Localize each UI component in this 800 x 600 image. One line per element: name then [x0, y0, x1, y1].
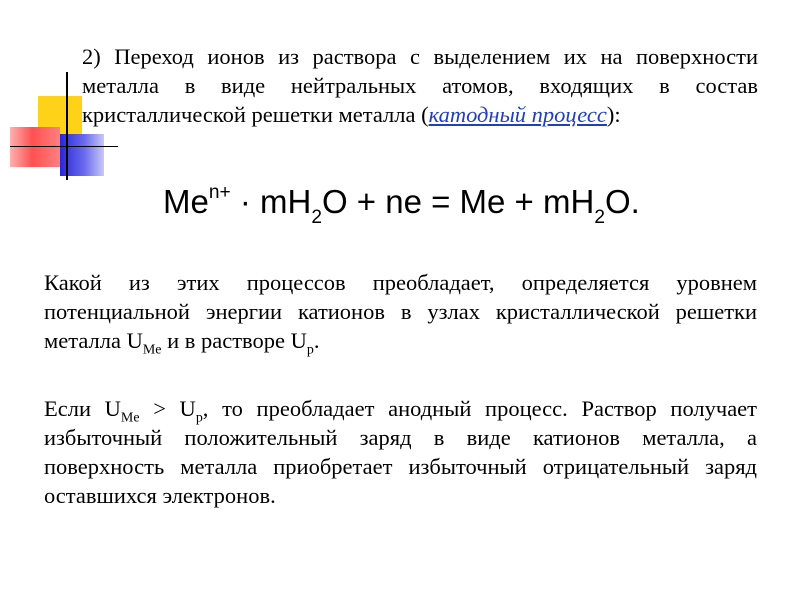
- para3-text1: Если U: [44, 396, 121, 421]
- eq-dot-m: · mH: [230, 183, 312, 220]
- para2-sub-p: p: [306, 342, 314, 358]
- paragraph-potential-energy: [44, 268, 757, 358]
- eq-charge: n+: [208, 182, 231, 204]
- decor-red-square: [10, 127, 60, 167]
- reaction-equation: [163, 180, 663, 228]
- eq-sub-2b: 2: [594, 206, 605, 228]
- decor-vertical-line: [66, 72, 68, 180]
- para3-sub-p: p: [195, 410, 203, 426]
- cathodic-process-term: катодный процесс: [428, 102, 607, 127]
- para3-text3: , то преобладает анодный процесс. Раствор получает избыточный положительный заряд в виде катионов металла, а поверхность металла приобретает избыточный отрицательный заряд оставшихся электронов.: [44, 396, 757, 508]
- para3-sub-me: Me: [120, 410, 140, 426]
- para2-text2: и в растворе U: [161, 328, 307, 353]
- para1-text: 2) Переход ионов из раствора с выделением их на поверхности металла в виде нейтральных атомов, входящих в состав кристаллической решетки металла (: [82, 44, 758, 127]
- paragraph-anodic-process: [44, 394, 757, 510]
- para2-text1: Какой из этих процессов преобладает, определяется уровнем потенциальной энергии катионов в узлах кристаллической решетки металла U: [44, 270, 757, 353]
- para2-text3: .: [313, 328, 320, 353]
- eq-middle: O + ne = Me + mH: [321, 183, 595, 220]
- eq-sub-2: 2: [311, 206, 322, 228]
- eq-me: Me: [163, 183, 209, 220]
- para3-text2: > U: [139, 396, 196, 421]
- decor-horizontal-line: [10, 146, 118, 147]
- paragraph-cathodic-process: [82, 42, 758, 129]
- para1-tail: ):: [606, 102, 621, 127]
- para2-sub-me: Me: [142, 342, 162, 358]
- eq-end: O.: [604, 183, 640, 220]
